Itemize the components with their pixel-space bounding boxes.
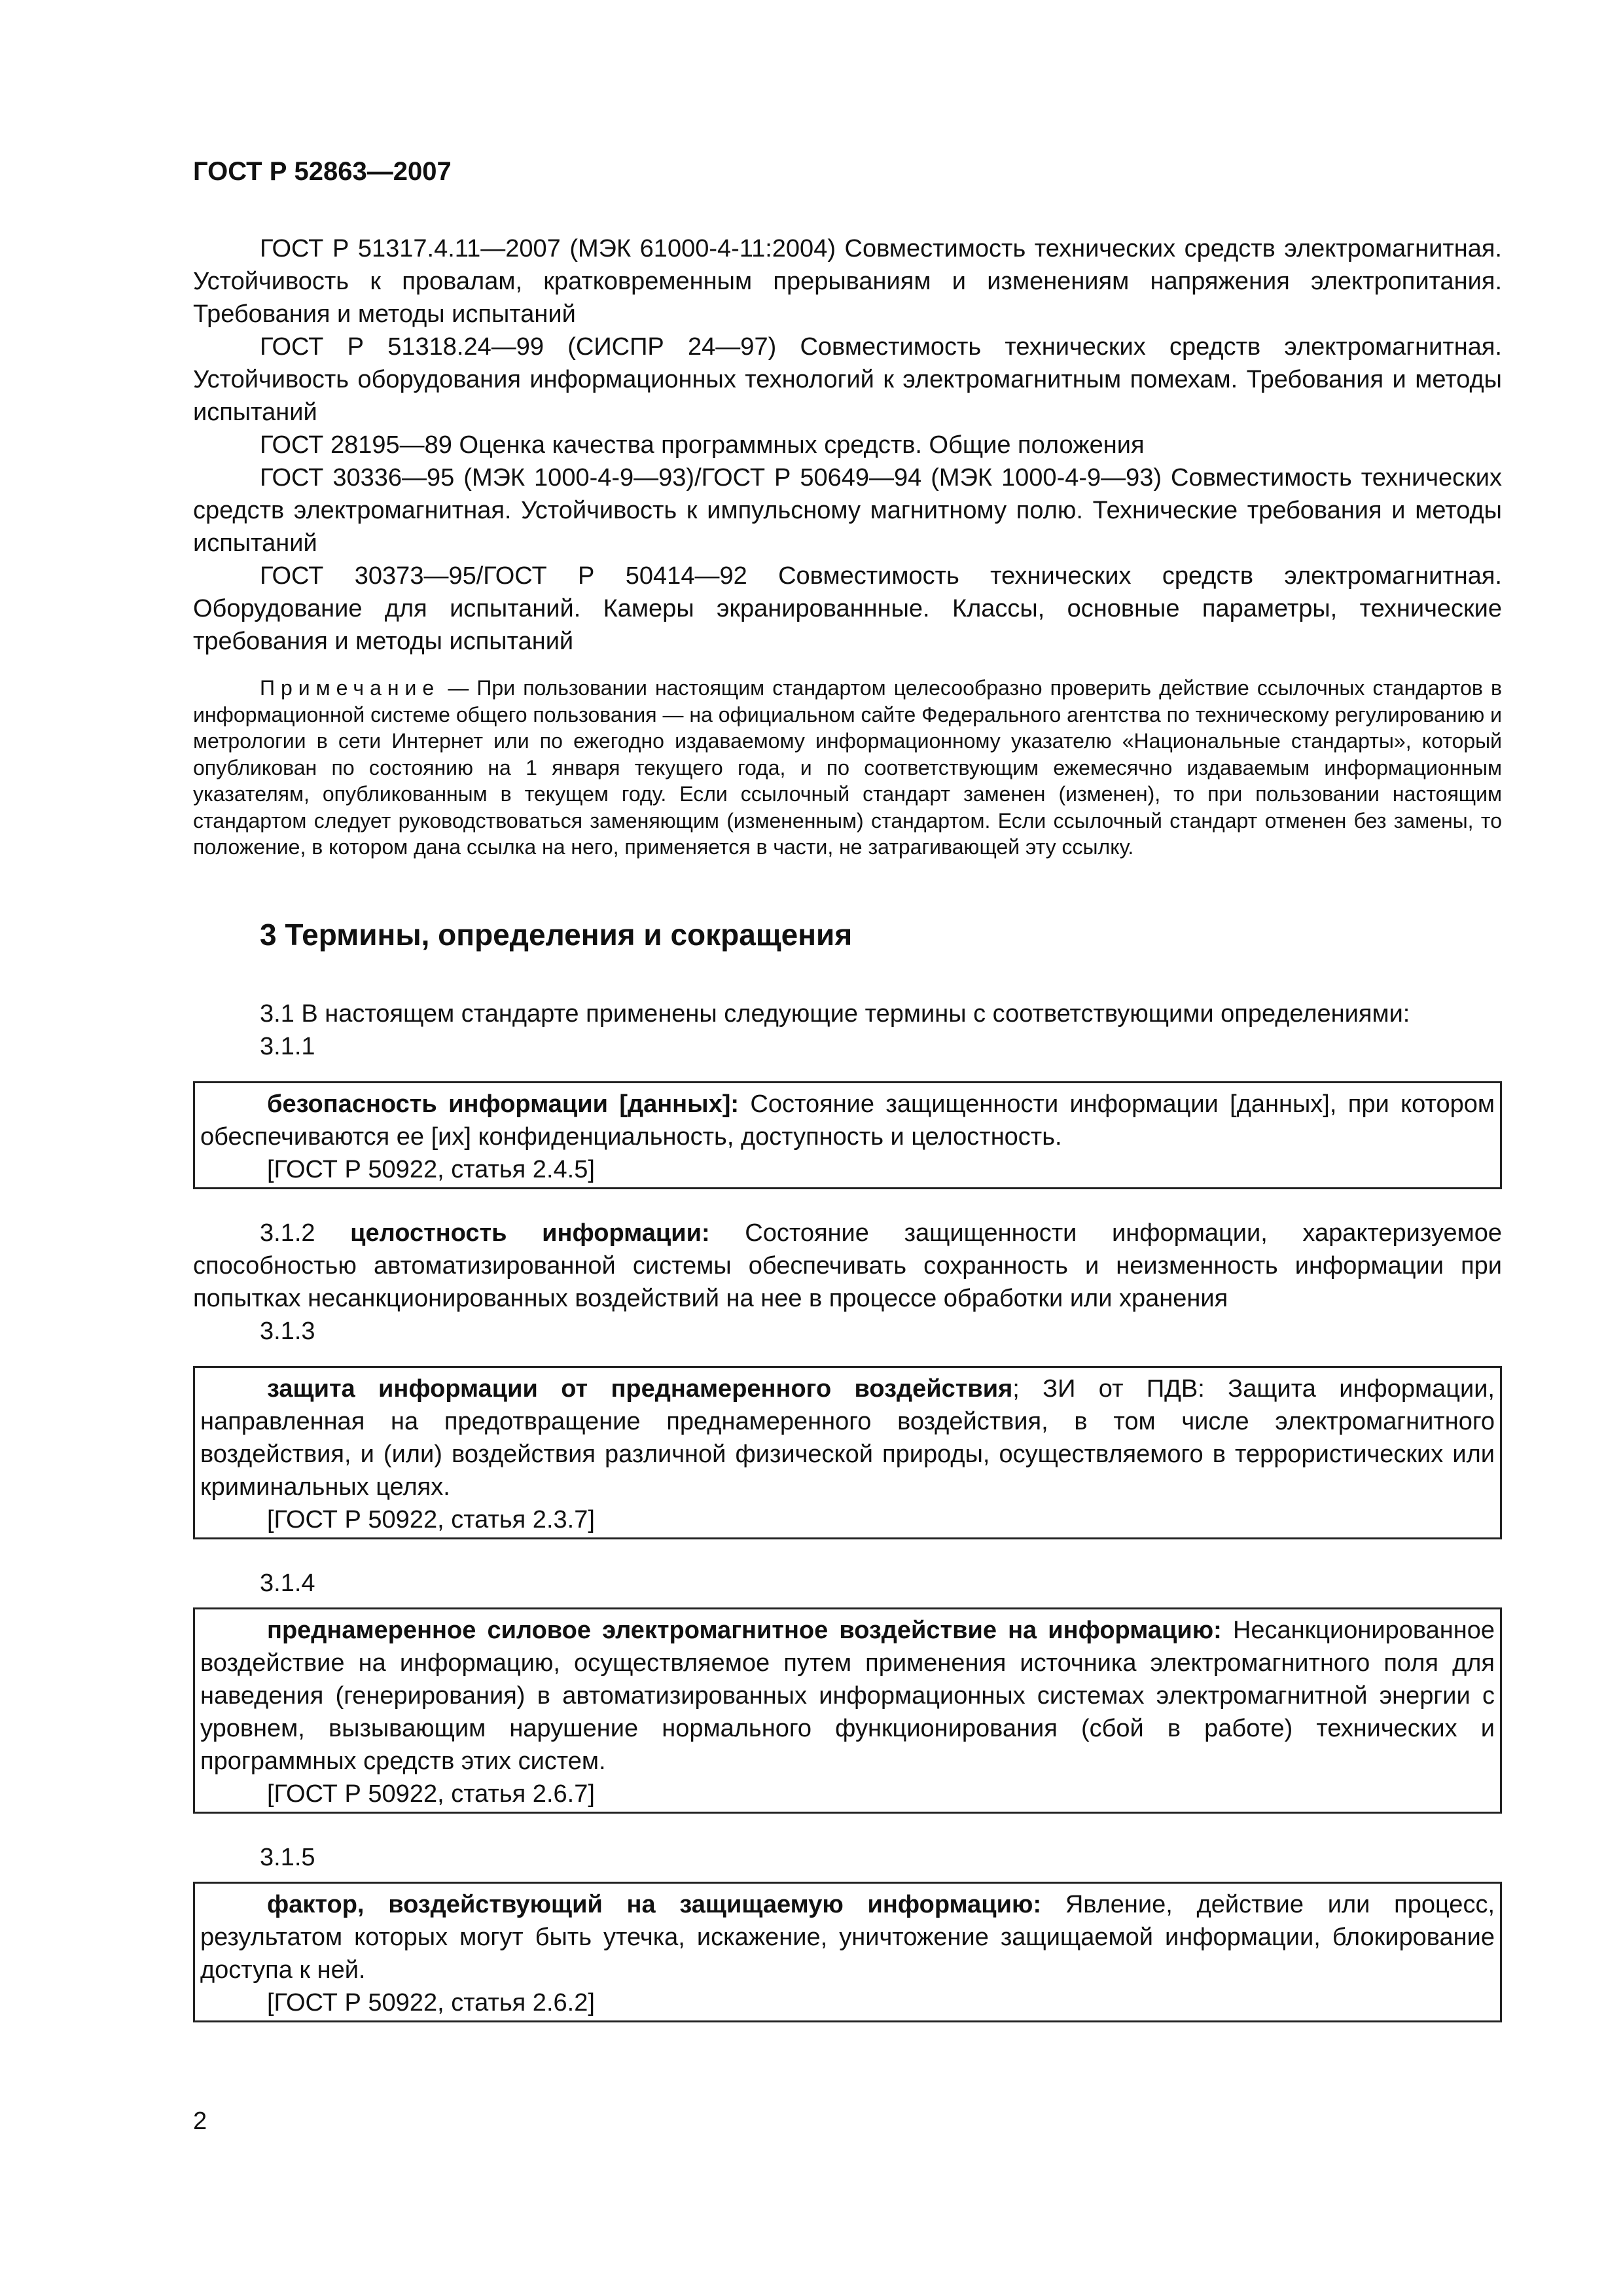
term-box — [193, 1366, 1502, 1539]
term-name: фактор, воздействующий на защищаемую информацию: — [267, 1890, 1042, 1918]
term-number: 3.1.5 — [260, 1843, 315, 1871]
term-name: целостность информации: — [350, 1219, 710, 1247]
term-source: [ГОСТ Р 50922, статья 2.4.5] — [267, 1155, 595, 1183]
reference-item: ГОСТ 28195—89 Оценка качества программных средств. Общие положения — [260, 431, 1145, 459]
reference-item: ГОСТ Р 51318.24—99 (СИСПР 24—97) Совместимость технических средств электромагнитная. Устойчивость оборудования информационных технологий к электромагнитным помехам. Требования и методы испытаний — [193, 333, 1502, 426]
reference-item: ГОСТ 30336—95 (МЭК 1000-4-9—93)/ГОСТ Р 50649—94 (МЭК 1000-4-9—93) Совместимость технических средств электромагнитная. Устойчивость к импульсному магнитному полю. Технические требования и методы испытаний — [193, 464, 1502, 557]
term-box — [193, 1081, 1502, 1189]
note-paragraph — [193, 675, 1502, 861]
term-definition: Состояние защищенности информации, характеризуемое способностью автоматизированной системы обеспечивать сохранность и неизменность информации при попытках несанкционированных воздействий на нее в процессе обработки или хранения — [193, 1219, 1502, 1312]
page-number: 2 — [193, 2108, 207, 2135]
term-definition: Состояние защищенности информации [данных], при котором обеспечиваются ее [их] конфиденциальность, доступность и целостность. — [200, 1090, 1495, 1151]
term-number: 3.1.4 — [260, 1569, 315, 1597]
term-definition: ; ЗИ от ПДВ: Защита информации, направленная на предотвращение преднамеренного воздействия, в том числе электромагнитного воздействия, и (или) воздействия различной физической природы, осуществляемого в террористических или криминальных целях. — [200, 1374, 1495, 1501]
term-name: безопасность информации [данных]: — [267, 1090, 740, 1118]
term-source: [ГОСТ Р 50922, статья 2.3.7] — [267, 1505, 595, 1534]
term-box — [193, 1882, 1502, 2022]
term-box — [193, 1607, 1502, 1814]
term-paragraph — [193, 1217, 1502, 1315]
term-definition: Явление, действие или процесс, результатом которых могут быть утечка, искажение, уничтожение защищаемой информации, блокирование доступа к ней. — [200, 1890, 1495, 1984]
note-text: — При пользовании настоящим стандартом целесообразно проверить действие ссылочных стандартов в информационной системе общего пользования — на официальном сайте Федерального агентства по техническому регулированию и метрологии в сети Интернет или по ежегодно издаваемому информационному указателю «Национальные стандарты», который опубликован по состоянию на 1 января текущего года, и по соответствующим ежемесячно издаваемым информационным указателям, опубликованным в текущем году. Если ссылочный стандарт заменен (изменен), то при пользовании настоящим стандартом следует руководствоваться заменяющим (измененным) стандартом. Если ссылочный стандарт отменен без замены, то положение, в котором дана ссылка на него, применяется в части, не затрагивающей эту ссылку. — [193, 676, 1503, 859]
term-name: преднамеренное силовое электромагнитное воздействие на информацию: — [267, 1616, 1222, 1644]
term-number: 3.1.3 — [260, 1317, 315, 1345]
term-source: [ГОСТ Р 50922, статья 2.6.7] — [267, 1780, 595, 1808]
section-title: 3 Термины, определения и сокращения — [260, 917, 853, 952]
section-intro: 3.1 В настоящем стандарте применены следующие термины с соответствующими определениями: — [260, 999, 1410, 1028]
reference-item: ГОСТ Р 51317.4.11—2007 (МЭК 61000-4-11:2004) Совместимость технических средств электромагнитная. Устойчивость к провалам, кратковременным прерываниям и изменениям напряжения электропитания. Требования и методы испытаний — [193, 235, 1502, 328]
note-label: Примечание — [260, 676, 440, 700]
term-definition: Несанкционированное воздействие на информацию, осуществляемое путем применения источника электромагнитного поля для наведения (генерирования) в автоматизированных информационных системах электромагнитной энергии с уровнем, вызывающим нарушение нормального функционирования (сбой в работе) технических и программных средств этих систем. — [200, 1616, 1495, 1775]
term-number: 3.1.2 — [260, 1219, 351, 1247]
reference-item: ГОСТ 30373—95/ГОСТ Р 50414—92 Совместимость технических средств электромагнитная. Оборудование для испытаний. Камеры экранированнные. Классы, основные параметры, технические требования и методы испытаний — [193, 562, 1502, 655]
term-number: 3.1.1 — [260, 1032, 315, 1060]
document-page — [193, 157, 1502, 2022]
term-name: защита информации от преднамеренного воздействия — [267, 1374, 1013, 1403]
document-header: ГОСТ Р 52863—2007 — [193, 157, 452, 186]
term-source: [ГОСТ Р 50922, статья 2.6.2] — [267, 1988, 595, 2017]
